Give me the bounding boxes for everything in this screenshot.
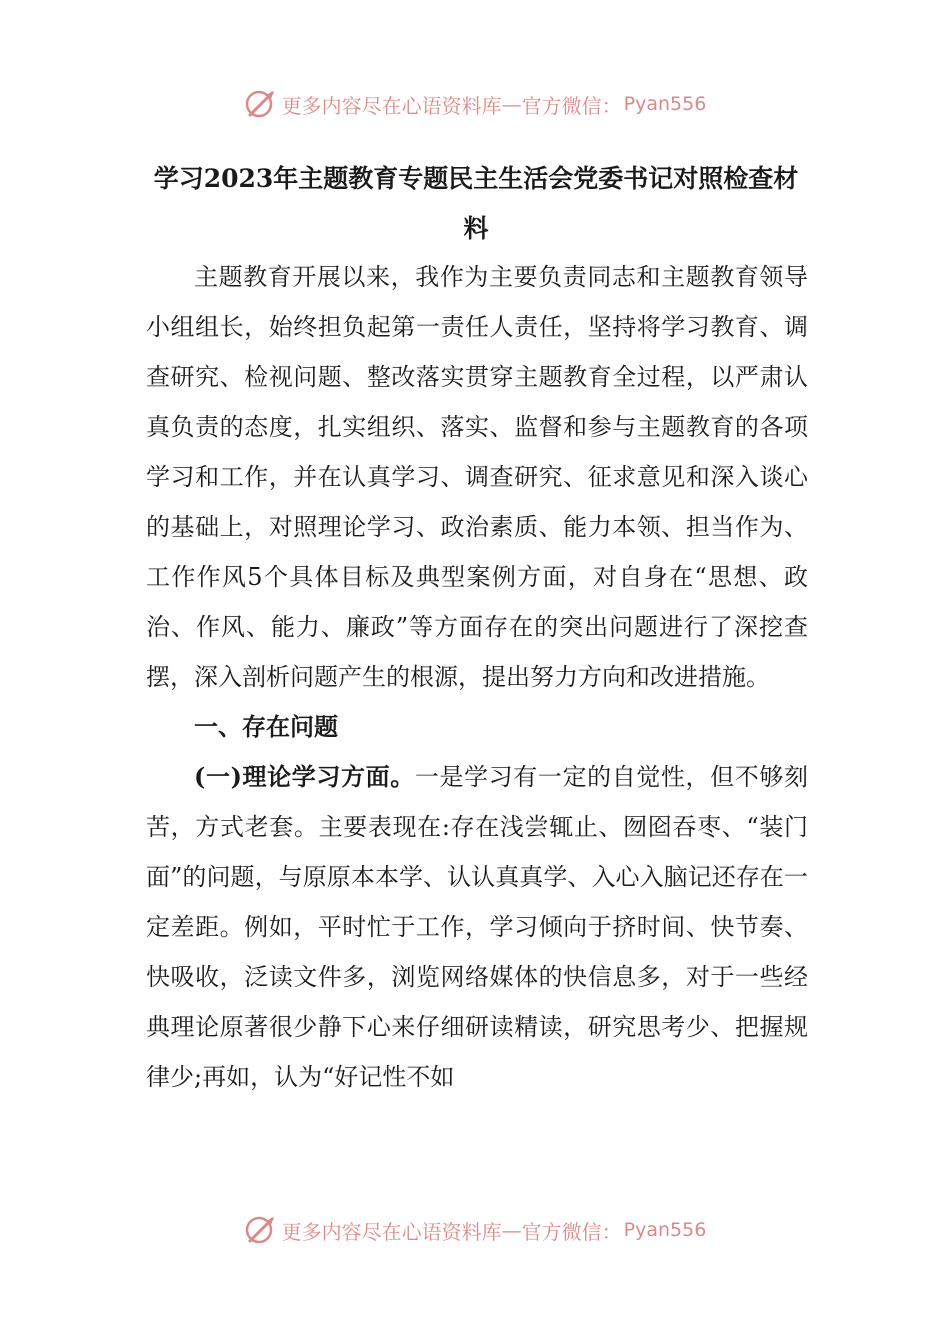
banner-wechat-label: 官方微信： — [521, 1219, 622, 1244]
banner-wechat-id: Pyan556 — [623, 1219, 707, 1241]
banner-brand: 更多内容尽在心语资料库 — [281, 1219, 502, 1244]
intro-paragraph: 主题教育开展以来，我作为主要负责同志和主题教育领导小组组长，始终担负起第一责任人责任，坚持将学习教育、调查研究、检视问题、整改落实贯穿主题教育全过程，以严肃认真负责的态度，扎实组织、落实、监督和参与主题教育的各项学习和工作，并在认真学习、调查研究、征求意见和深入谈心的基础上，对照理论学习、政治素质、能力本领、担当作为、工作作风5个具体目标及典型案例方面，对自身在“思想、政治、作风、能力、廉政”等方面存在的突出问题进行了深挖查摆，深入剖析问题产生的根源，提出努力方向和改进措施。 — [146, 263, 808, 691]
header-watermark — [0, 84, 950, 124]
banner-wechat-id: Pyan556 — [623, 93, 707, 115]
pen-logo-icon — [244, 87, 278, 121]
section-heading: 一、存在问题 — [194, 712, 338, 741]
subsection-lead: (一)理论学习方面。 — [194, 762, 415, 791]
document-title: 学习2023年主题教育专题民主生活会党委书记对照检查材料 — [153, 164, 799, 243]
document-body — [146, 252, 808, 1102]
banner-separator: — — [501, 92, 522, 116]
subsection-paragraph — [146, 752, 808, 1102]
pen-logo-icon — [244, 1213, 278, 1247]
banner-brand: 更多内容尽在心语资料库 — [281, 93, 502, 118]
footer-watermark — [0, 1210, 950, 1250]
subsection-text: 一是学习有一定的自觉性，但不够刻苦，方式老套。主要表现在:存在浅尝辄止、囫囵吞枣、“装门面”的问题，与原原本本学、认认真真学、入心入脑记还存在一定差距。例如，平时忙于工作，学习倾向于挤时间、快节奏、快吸收，泛读文件多，浏览网络媒体的快信息多，对于一些经典理论原著很少静下心来仔细研读精读，研究思考少、把握规律少;再如，认为“好记性不如 — [146, 763, 808, 1091]
banner-separator: — — [501, 1218, 522, 1242]
banner-wechat-label: 官方微信： — [521, 93, 622, 118]
